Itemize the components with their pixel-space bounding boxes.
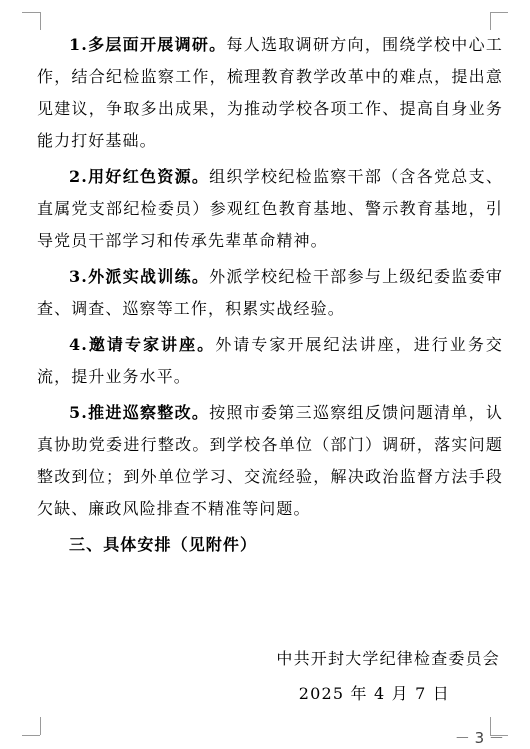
signature-block <box>276 641 500 711</box>
paragraph-research <box>37 29 503 157</box>
page-number: － 3 － <box>454 729 504 747</box>
crop-mark-top-left-v <box>40 12 41 30</box>
paragraph-lead: 2.用好红色资源。 <box>69 167 210 186</box>
crop-mark-top-right-v <box>490 12 491 30</box>
section-heading: 三、具体安排（见附件） <box>69 535 258 554</box>
paragraph-lead: 1.多层面开展调研。 <box>69 35 227 54</box>
crop-mark-bottom-left-v <box>40 717 41 735</box>
paragraph-inspection-rectification <box>37 397 503 525</box>
paragraph-text: 外派学校纪检干部参与上级纪委监委审查、调查、巡察等工作，积累实战经验。 <box>37 267 503 318</box>
crop-mark-bottom-left-h <box>22 735 40 736</box>
paragraph-lead: 4.邀请专家讲座。 <box>69 335 216 354</box>
paragraph-expert-lectures <box>37 329 503 393</box>
paragraph-lead: 3.外派实战训练。 <box>69 267 210 286</box>
paragraph-text: 每人选取调研方向，围绕学校中心工作，结合纪检监察工作，梳理教育教学改革中的难点，提出意见建议，争取多出成果，为推动学校各项工作、提高自身业务能力打好基础。 <box>37 35 503 150</box>
paragraph-lead: 5.推进巡察整改。 <box>69 403 210 422</box>
document-body <box>37 29 503 561</box>
paragraph-red-resources <box>37 161 503 257</box>
issuing-organization: 中共开封大学纪律检查委员会 <box>276 649 500 668</box>
paragraph-text: 按照市委第三巡察组反馈问题清单，认真协助党委进行整改。到学校各单位（部门）调研，落实问题整改到位；到外单位学习、交流经验，解决政治监督方法手段欠缺、廉政风险排查不精准等问题。 <box>37 403 503 518</box>
paragraph-text: 组织学校纪检监察干部（含各党总支、直属党支部纪检委员）参观红色教育基地、警示教育基地，引导党员干部学习和传承先辈革命精神。 <box>37 167 503 250</box>
crop-mark-top-right-h <box>490 12 508 13</box>
crop-mark-top-left-h <box>22 12 40 13</box>
issue-date: 2025 年 4 月 7 日 <box>298 684 450 703</box>
paragraph-text: 外请专家开展纪法讲座，进行业务交流，提升业务水平。 <box>37 335 503 386</box>
paragraph-field-training <box>37 261 503 325</box>
